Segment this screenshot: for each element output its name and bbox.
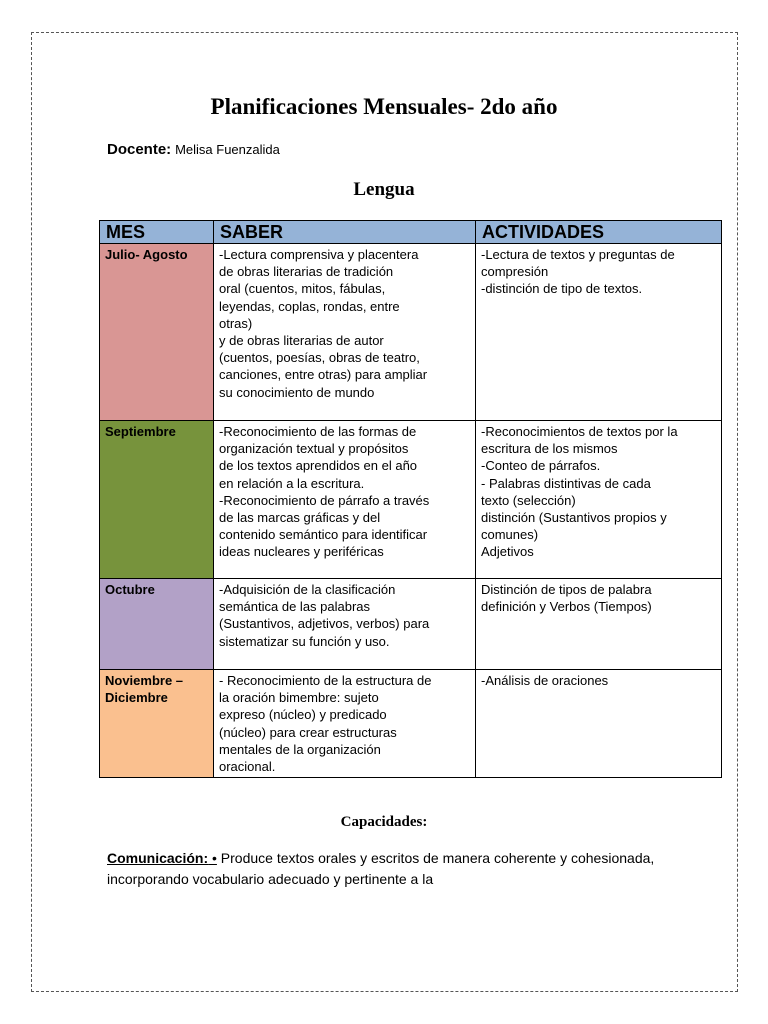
table-row bbox=[100, 670, 722, 778]
table-header-row bbox=[100, 221, 722, 244]
page-title: Planificaciones Mensuales- 2do año bbox=[210, 94, 558, 119]
bullet-glyph: • bbox=[208, 850, 217, 866]
actividades-cell: -Análisis de oraciones bbox=[476, 670, 722, 778]
saber-cell: -Adquisición de la clasificación semántica de las palabras (Sustantivos, adjetivos, verbos) para sistematizar su función y uso. bbox=[214, 579, 476, 670]
docente-name: Melisa Fuenzalida bbox=[175, 142, 280, 157]
docente-label: Docente: bbox=[107, 141, 172, 158]
actividades-cell: Distinción de tipos de palabra definición y Verbos (Tiempos) bbox=[476, 579, 722, 670]
subject-heading: Lengua bbox=[353, 179, 415, 200]
table-row bbox=[100, 244, 722, 421]
planning-table bbox=[99, 220, 722, 778]
saber-cell: -Reconocimiento de las formas de organización textual y propósitos de los textos aprendidos en el año en relación a la escritura. -Reconocimiento de párrafo a través de las marcas gráficas y del contenido semántico para identificar ideas nucleares y periféricas bbox=[214, 421, 476, 579]
header-actividades: ACTIVIDADES bbox=[476, 221, 722, 244]
table-row bbox=[100, 421, 722, 579]
saber-cell: -Lectura comprensiva y placentera de obras literarias de tradición oral (cuentos, mitos, fábulas, leyendas, coplas, rondas, entre otras) y de obras literarias de autor (cuentos, poesías, obras de teatro, canciones, entre otras) para ampliar su conocimiento de mundo bbox=[214, 244, 476, 421]
actividades-cell: -Reconocimientos de textos por la escritura de los mismos -Conteo de párrafos. - Palabras distintivas de cada texto (selección) distinción (Sustantivos propios y comunes) Adjetivos bbox=[476, 421, 722, 579]
actividades-cell: -Lectura de textos y preguntas de compresión -distinción de tipo de textos. bbox=[476, 244, 722, 421]
header-mes: MES bbox=[100, 221, 214, 244]
docente-line bbox=[107, 141, 280, 158]
month-cell: Octubre bbox=[100, 579, 214, 670]
capacidades-heading: Capacidades: bbox=[340, 814, 428, 830]
saber-cell: - Reconocimiento de la estructura de la oración bimembre: sujeto expreso (núcleo) y predicado (núcleo) para crear estructuras mentales de la organización oracional. bbox=[214, 670, 476, 778]
capacidades-paragraph bbox=[107, 848, 667, 890]
comunicacion-text: Produce textos orales y escritos de manera coherente y cohesionada, incorporando vocabulario adecuado y pertinente a la bbox=[107, 850, 655, 887]
month-cell: Septiembre bbox=[100, 421, 214, 579]
comunicacion-label: Comunicación: bbox=[107, 850, 209, 866]
table-row bbox=[100, 579, 722, 670]
month-cell: Julio- Agosto bbox=[100, 244, 214, 421]
header-saber: SABER bbox=[214, 221, 476, 244]
month-cell: Noviembre – Diciembre bbox=[100, 670, 214, 778]
